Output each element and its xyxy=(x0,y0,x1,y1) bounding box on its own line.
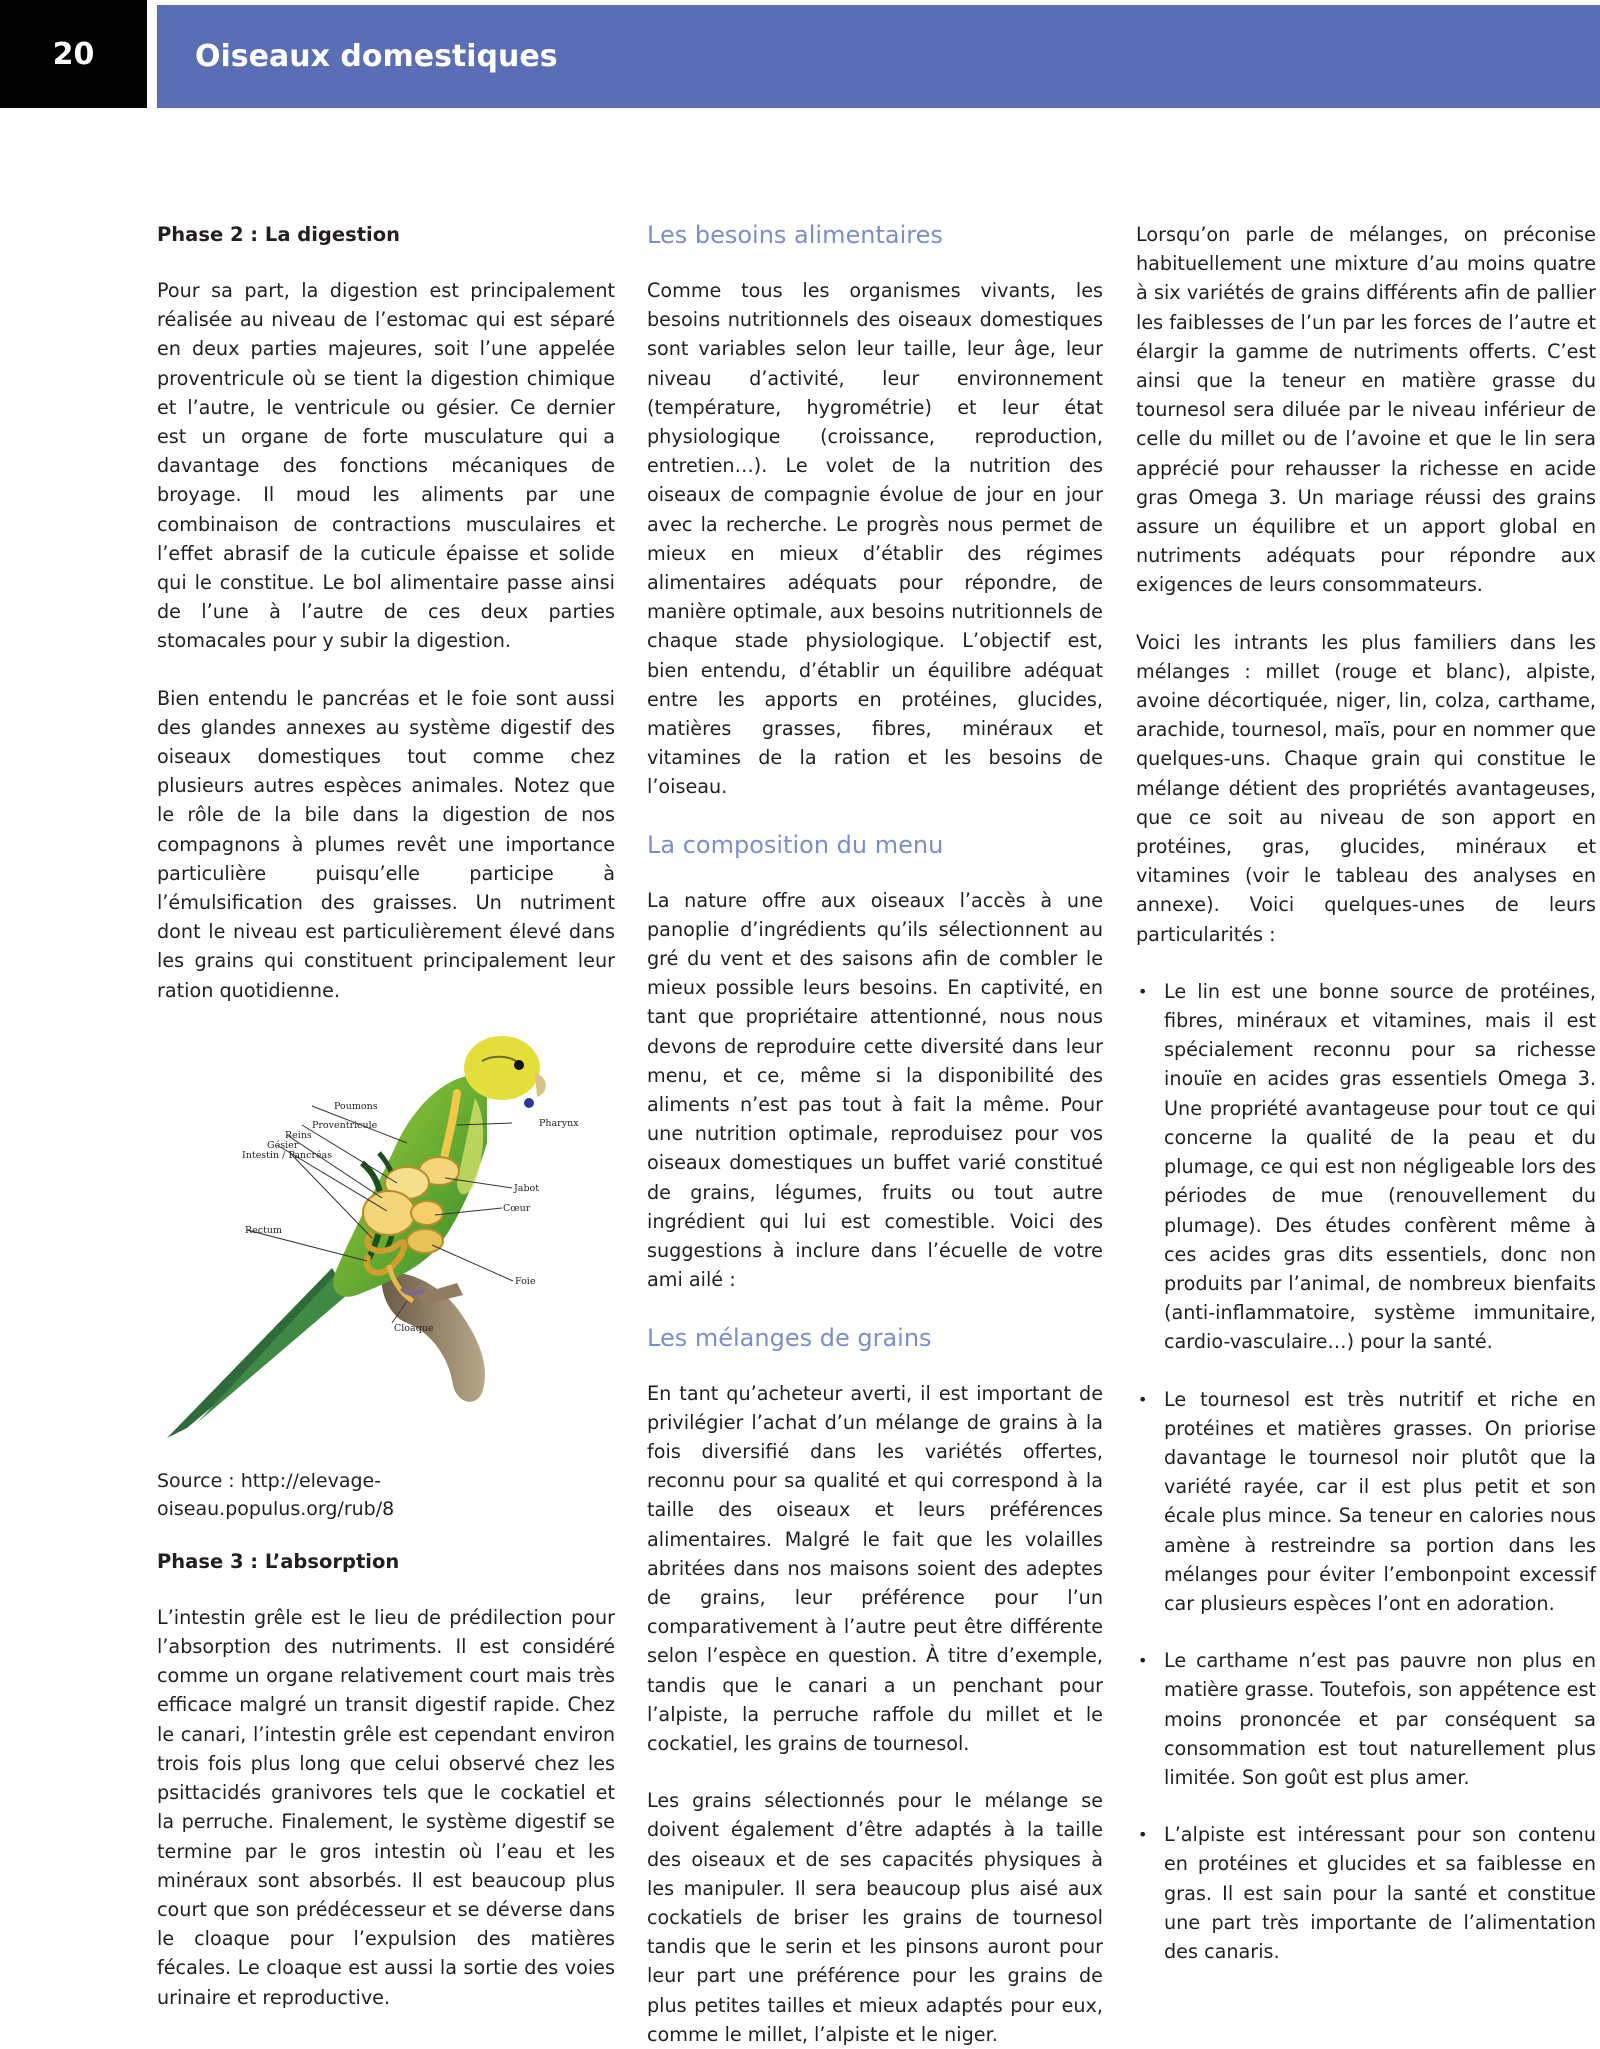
label-poumons: Poumons xyxy=(334,1100,378,1112)
bullet-icon: • xyxy=(1138,1389,1148,1409)
phase3-heading: Phase 3 : L’absorption xyxy=(157,1549,400,1573)
column-right xyxy=(1136,220,1596,1966)
paragraph: En tant qu’acheteur averti, il est important de privilégier l’achat d’un mélange de grains à la fois diversifié dans les variétés offertes, reconnu pour sa qualité et qui correspond à la taille des oiseaux et leurs préférences alimentaires. Malgré le fait que les volailles abritées dans nos maisons soient des adeptes de grains, leur préférence pour l’un comparativement à l’autre peut être différente selon l’espèce en question. À titre d’exemple, tandis que le canari a un penchant pour l’alpiste, la perruche raffole du millet et le cockatiel, les grains de tournesol. xyxy=(647,1381,1103,1755)
paragraph: Bien entendu le pancréas et le foie sont aussi des glandes annexes au système digestif des oiseaux domestiques tout comme chez plusieurs autres espèces animales. Notez que le rôle de la bile dans la digestion de nos compagnons à plumes revêt une importance particulière puisqu’elle participe à l’émulsification des graisses. Un nutriment dont le niveau est particulièrement élevé dans les grains qui constituent principalement leur ration quotidienne. xyxy=(157,686,615,1002)
label-coeur: Cœur xyxy=(503,1202,531,1214)
parakeet-illustration xyxy=(157,1033,615,1461)
list-item: • Le lin est une bonne source de protéines, fibres, minéraux et vitamines, mais il est spécialement reconnu pour sa richesse inouïe en acides gras essentiels Omega 3. Une propriété avantageuse pour tout ce qui concerne la qualité de la peau et du plumage, ce qui est non négligeable lors des périodes de mue (renouvellement du plumage). Des études confèrent même à ces acides gras dits essentiels, donc non produits par l’animal, de nombreux bienfaits (anti-inflammatoire, système immunitaire, cardio-vasculaire…) pour la santé. xyxy=(1136,977,1596,1357)
heart xyxy=(411,1201,443,1225)
liver xyxy=(407,1229,443,1253)
gizzard xyxy=(363,1191,415,1235)
figure-source: Source : http://elevage-oiseau.populus.org/rub/8 xyxy=(157,1469,395,1520)
label-foie: Foie xyxy=(515,1275,536,1287)
grain-list xyxy=(1136,977,1596,1966)
paragraph: Comme tous les organismes vivants, les besoins nutritionnels des oiseaux domestiques sont variables selon leur taille, leur âge, leur niveau d’activité, leur environnement (température, hygrométrie) et leur état physiologique (croissance, reproduction, entretien…). Le volet de la nutrition des oiseaux de compagnie évolue de jour en jour avec la recherche. Le progrès nous permet de mieux en mieux d’établir des régimes alimentaires adéquats pour répondre, de manière optimale, aux besoins nutritionnels de chaque stade physiologique. L’objectif est, bien entendu, d’établir un équilibre adéquat entre les apports en protéines, glucides, matières grasses, fibres, minéraux et vitamines de la ration et les besoins de l’oiseau. xyxy=(647,279,1103,799)
column-middle xyxy=(647,220,1103,2049)
label-proventricule: Proventricule xyxy=(312,1119,378,1131)
bird-head xyxy=(464,1036,540,1100)
label-reins: Reins xyxy=(285,1129,312,1141)
paragraph: Pour sa part, la digestion est principalement réalisée au niveau de l’estomac qui est séparé en deux parties majeures, soit l’une appelée proventricule où se tient la digestion chimique et l’autre, le ventricule ou gésier. Ce dernier est un organe de forte musculature qui a davantage des fonctions mécaniques de broyage. Il moud les aliments par une combinaison de contractions musculaires et l’effet abrasif de la cuticule épaisse et solide qui le constitue. Le bol alimentaire passe ainsi de l’une à l’autre de ces deux parties stomacales pour y subir la digestion. xyxy=(157,279,615,653)
label-rectum: Rectum xyxy=(245,1224,283,1236)
section-heading-besoins: Les besoins alimentaires xyxy=(647,221,943,249)
paragraph: Voici les intrants les plus familiers dans les mélanges : millet (rouge et blanc), alpiste, avoine décortiquée, niger, lin, colza, carthame, arachide, tournesol, maïs, pour en nommer que quelques-uns. Chaque grain qui constitue le mélange détient des propriétés avantageuses, que ce soit au niveau de son apport en protéines, gras, glucides, minéraux et vitamines (voir le tableau des analyses en annexe). Voici quelques-unes de leurs particularités : xyxy=(1136,630,1596,946)
column-left xyxy=(157,220,615,2012)
label-intestin-pancreas: Intestin / Pancréas xyxy=(242,1149,333,1161)
bullet-icon: • xyxy=(1138,1651,1148,1671)
section-heading-melanges: Les mélanges de grains xyxy=(647,1323,932,1352)
bullet-icon: • xyxy=(1138,1825,1148,1845)
page-number: 20 xyxy=(0,0,147,108)
list-item: • Le tournesol est très nutritif et riche en protéines et matières grasses. On priorise davantage le tournesol noir plutôt que la variété rayée, car il est plus petit et son écale plus mince. Sa teneur en calories nous amène à restreindre sa portion dans les mélanges pour éviter l’embonpoint excessif car plusieurs espèces l’ont en adoration. xyxy=(1136,1385,1596,1619)
label-pharynx: Pharynx xyxy=(539,1117,579,1129)
paragraph: Lorsqu’on parle de mélanges, on préconise habituellement une mixture d’au moins quatre à six variétés de grains différents afin de pallier les faiblesses de l’un par les forces de l’autre et élargir la gamme de nutriments offerts. C’est ainsi que la teneur en matière grasse du tournesol sera diluée par le niveau inférieur de celle du millet ou de l’avoine et que le lin sera apprécié pour rehausser la richesse en acide gras Omega 3. Un mariage réussi des grains assure un équilibre et un apport global en nutriments adéquats pour répondre aux exigences de leurs consommateurs. xyxy=(1136,223,1596,597)
phase2-heading: Phase 2 : La digestion xyxy=(157,223,400,246)
list-item: • L’alpiste est intéressant pour son contenu en protéines et glucides et sa faiblesse en gras. Il est sain pour la santé et constitue une part très importante de l’alimentation des canaris. xyxy=(1136,1820,1596,1966)
chapter-title: Oiseaux domestiques xyxy=(195,39,558,74)
label-jabot: Jabot xyxy=(514,1182,540,1194)
beak xyxy=(535,1073,546,1097)
label-cloaque: Cloaque xyxy=(394,1322,434,1334)
paragraph: La nature offre aux oiseaux l’accès à une panoplie d’ingrédients qu’ils sélectionnent au gré du vent et des saisons afin de combler le mieux possible leurs besoins. En captivité, en tant que propriétaire attentionné, nous nous devons de reproduire cette diversité dans leur menu, et ce, même si la disponibilité des aliments n’est pas tout à fait la même. Pour une nutrition optimale, reproduisez pour vos oiseaux domestiques un buffet varié constitué de grains, légumes, fruits ou tout autre ingrédient qui lui est comestible. Voici des suggestions à inclure dans l’écuelle de votre ami ailé : xyxy=(647,888,1103,1292)
list-item: • Le carthame n’est pas pauvre non plus en matière grasse. Toutefois, son appétence est moins prononcée et par conséquent sa consommation est tout naturellement plus limitée. Son goût est plus amer. xyxy=(1136,1646,1596,1792)
running-header xyxy=(157,5,1600,108)
paragraph: L’intestin grêle est le lieu de prédilection pour l’absorption des nutriments. Il est considéré comme un organe relativement court mais très efficace malgré un transit digestif rapide. Chez le canari, l’intestin grêle est cependant environ trois fois plus long que celui observé chez les psittacidés granivores tels que le cockatiel et la perruche. Finalement, le système digestif se termine par le gros intestin où l’eau et les minéraux sont absorbés. Il est beaucoup plus court que son prédécesseur et se déverse dans le cloaque pour l’expulsion des matières fécales. Le cloaque est aussi la sortie des voies urinaire et reproductive. xyxy=(157,1605,615,2009)
label-gesier: Gésier xyxy=(267,1139,299,1151)
eye xyxy=(514,1060,524,1070)
paragraph: Les grains sélectionnés pour le mélange se doivent également d’être adaptés à la taille des oiseaux et de ses capacités physiques à les manipuler. Il sera beaucoup plus aisé aux cockatiels de briser les grains de tournesol tandis que le serin et les pinsons auront pour leur part une préférence pour les grains de plus petites tailles et mieux adaptés pour eux, comme le millet, l’alpiste et le niger. xyxy=(647,1789,1103,2046)
section-heading-composition: La composition du menu xyxy=(647,830,944,859)
bullet-icon: • xyxy=(1138,981,1148,1001)
parakeet-anatomy-figure xyxy=(157,1033,615,1461)
